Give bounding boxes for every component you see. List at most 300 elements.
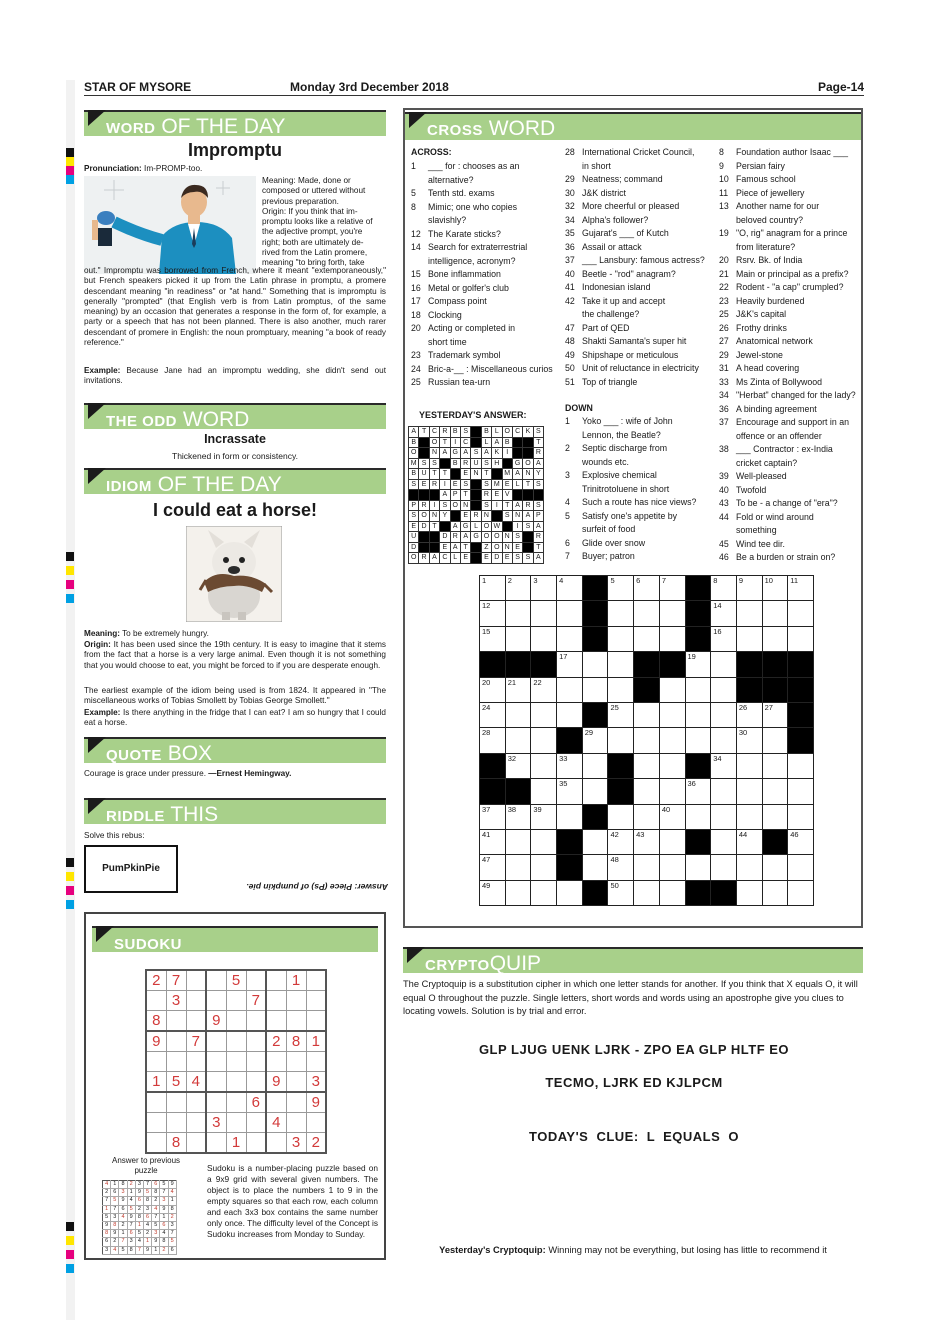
yesterday-cell [429, 542, 439, 553]
sudoku-cell[interactable] [146, 991, 166, 1011]
crossword-cell[interactable] [711, 728, 737, 753]
sudoku-cell[interactable] [146, 1052, 166, 1072]
prev-sudoku-cell: 4 [168, 1189, 176, 1197]
sudoku-cell[interactable] [186, 991, 206, 1011]
crossword-cell[interactable] [736, 779, 762, 804]
crossword-cell [736, 677, 762, 702]
crossword-cell[interactable] [582, 677, 608, 702]
sudoku-cell[interactable] [266, 1092, 286, 1113]
crossword-cell[interactable] [685, 677, 711, 702]
sudoku-cell[interactable] [166, 1113, 186, 1133]
sudoku-cell[interactable]: 9 [306, 1092, 326, 1113]
sudoku-cell[interactable]: 2 [306, 1133, 326, 1154]
crossword-cell[interactable] [736, 829, 762, 854]
crossword-cell[interactable] [505, 880, 531, 905]
crossword-cell[interactable] [531, 626, 557, 651]
yesterday-cell: G [512, 458, 522, 469]
sudoku-cell[interactable] [246, 1031, 266, 1052]
crossword-cell[interactable] [634, 728, 660, 753]
crossword-cell[interactable] [557, 626, 583, 651]
sudoku-cell[interactable] [306, 1113, 326, 1133]
sudoku-cell[interactable] [266, 991, 286, 1011]
crossword-cell[interactable] [659, 855, 685, 880]
prev-sudoku-cell: 2 [143, 1230, 151, 1238]
crossword-cell[interactable] [736, 880, 762, 905]
sudoku-cell[interactable]: 7 [166, 970, 186, 991]
crossword-cell[interactable] [711, 652, 737, 677]
sudoku-cell[interactable]: 1 [226, 1133, 246, 1154]
crossword-cell[interactable] [685, 804, 711, 829]
idiom-bar: IDIOM OF THE DAY [84, 468, 386, 494]
crossword-cell[interactable] [736, 804, 762, 829]
sudoku-cell[interactable] [306, 1011, 326, 1032]
crossword-cell[interactable] [531, 855, 557, 880]
crossword-cell[interactable] [608, 702, 634, 727]
crossword-cell[interactable] [634, 753, 660, 778]
crossword-cell[interactable] [557, 652, 583, 677]
crossword-cell[interactable] [711, 576, 737, 601]
clue: 44 Fold or wind around [719, 511, 814, 522]
prev-sudoku-cell: 4 [152, 1205, 160, 1213]
crossword-cell[interactable] [659, 601, 685, 626]
yesterday-cell [419, 490, 429, 501]
yesterday-cell: I [440, 479, 450, 490]
sudoku-cell[interactable]: 2 [146, 970, 166, 991]
crossword-cell[interactable] [788, 601, 814, 626]
cell-number: 11 [790, 576, 799, 585]
crossword-cell[interactable] [762, 601, 788, 626]
crossword-cell[interactable] [608, 601, 634, 626]
crossword-cell[interactable] [711, 702, 737, 727]
crossword-cell [582, 880, 608, 905]
crossword-cell[interactable] [634, 626, 660, 651]
crossword-cell[interactable] [762, 626, 788, 651]
crossword-cell[interactable] [480, 804, 506, 829]
crossword-cell[interactable] [711, 779, 737, 804]
clue: 2 Septic discharge from [565, 443, 668, 453]
yesterday-cell: A [523, 511, 533, 522]
crossword-cell[interactable] [762, 804, 788, 829]
crossword-cell[interactable] [711, 677, 737, 702]
sudoku-cell[interactable]: 9 [266, 1072, 286, 1093]
crossword-cell[interactable] [505, 702, 531, 727]
crossword-cell[interactable] [557, 677, 583, 702]
sudoku-cell[interactable] [166, 1092, 186, 1113]
prev-sudoku-cell: 1 [143, 1238, 151, 1246]
crossword-cell[interactable] [736, 702, 762, 727]
yesterday-cell: S [460, 427, 470, 438]
crossword-cell[interactable] [531, 576, 557, 601]
crossword-cell[interactable] [685, 652, 711, 677]
sudoku-cell[interactable] [246, 1113, 266, 1133]
crossword-cell[interactable] [762, 855, 788, 880]
clue: 29 Neatness; command [565, 174, 663, 184]
crossword-cell[interactable] [788, 829, 814, 854]
sudoku-cell[interactable] [206, 1052, 226, 1072]
crossword-cell[interactable] [788, 779, 814, 804]
crossword-cell[interactable] [531, 702, 557, 727]
down-clues-2 [719, 146, 856, 565]
sudoku-cell[interactable]: 3 [286, 1133, 306, 1154]
sudoku-cell[interactable] [186, 1011, 206, 1032]
crossword-cell[interactable] [659, 779, 685, 804]
crossword-cell[interactable] [480, 855, 506, 880]
crossword-cell[interactable] [788, 626, 814, 651]
crossword-cell[interactable] [582, 753, 608, 778]
crossword-cell[interactable] [762, 779, 788, 804]
crossword-cell[interactable] [531, 829, 557, 854]
crossword-cell [685, 601, 711, 626]
crossword-cell[interactable] [788, 855, 814, 880]
crossword-cell[interactable] [711, 829, 737, 854]
crossword-cell[interactable] [762, 702, 788, 727]
yesterday-cell: E [419, 479, 429, 490]
crossword-cell[interactable] [582, 829, 608, 854]
cryptoquip-line-2: TECMO, LJRK ED KJLPCM [545, 1075, 723, 1090]
prev-sudoku-cell: 7 [168, 1230, 176, 1238]
crossword-cell[interactable] [634, 880, 660, 905]
cell-number: 22 [533, 677, 542, 687]
sudoku-cell[interactable] [186, 1113, 206, 1133]
crossword-cell[interactable] [762, 753, 788, 778]
yesterday-cell: S [429, 458, 439, 469]
crossword-cell[interactable] [788, 753, 814, 778]
crossword-cell[interactable] [505, 576, 531, 601]
crossword-cell[interactable] [608, 804, 634, 829]
down-clues-1 [565, 415, 696, 564]
prev-sudoku-cell: 7 [160, 1189, 168, 1197]
sudoku-cell[interactable] [226, 1113, 246, 1133]
yesterday-cell: B [409, 469, 419, 480]
cell-number: 21 [507, 677, 517, 687]
sudoku-cell[interactable] [146, 1113, 166, 1133]
yesterday-cell [440, 458, 450, 469]
sudoku-cell[interactable] [246, 1072, 266, 1093]
crossword-cell[interactable] [480, 677, 506, 702]
crossword-cell[interactable] [711, 753, 737, 778]
sudoku-cell[interactable]: 6 [246, 1092, 266, 1113]
sudoku-cell[interactable]: 3 [306, 1072, 326, 1093]
crossword-cell[interactable] [480, 829, 506, 854]
crossword-cell[interactable] [762, 576, 788, 601]
clue: intelligence, acronym? [428, 255, 516, 266]
sudoku-cell[interactable] [306, 970, 326, 991]
crossword-cell[interactable] [659, 728, 685, 753]
sudoku-cell[interactable] [246, 1052, 266, 1072]
crossword-cell[interactable] [480, 576, 506, 601]
crossword-cell[interactable] [480, 702, 506, 727]
yesterday-cell: S [419, 458, 429, 469]
crossword-cell[interactable] [582, 779, 608, 804]
crossword-cell[interactable] [557, 753, 583, 778]
crossword-cell[interactable] [531, 753, 557, 778]
crossword-cell[interactable] [505, 804, 531, 829]
sudoku-cell[interactable] [226, 1011, 246, 1032]
crossword-cell[interactable] [531, 677, 557, 702]
crossword-cell[interactable] [557, 576, 583, 601]
cell-number: 15 [482, 626, 491, 636]
crossword-cell[interactable] [659, 677, 685, 702]
crossword-cell[interactable] [634, 779, 660, 804]
yesterday-cell: G [450, 448, 460, 459]
crossword-cell[interactable] [505, 753, 531, 778]
prev-sudoku-cell: 9 [111, 1230, 119, 1238]
sudoku-cell[interactable]: 2 [266, 1031, 286, 1052]
clue: 37 Encourage and support in an [719, 417, 849, 427]
crossword-cell[interactable] [505, 829, 531, 854]
crossword-cell[interactable] [736, 753, 762, 778]
crossword-cell[interactable] [531, 880, 557, 905]
word-meaning-column: Meaning: Made, done or composed or uttered without previous preparation. Origin: If you think that im- promptu looks like a relative of the adjective prompt, you're right; both are ultimately de- rived from the Latin promere, meaning "to bring forth, take [262, 176, 373, 268]
crossword-cell[interactable] [711, 804, 737, 829]
prev-sudoku-cell: 7 [143, 1181, 151, 1189]
clue: 8 Foundation author Isaac ___ [719, 147, 848, 157]
sudoku-cell[interactable]: 1 [286, 970, 306, 991]
crossword-cell[interactable] [480, 601, 506, 626]
sudoku-cell[interactable]: 7 [246, 991, 266, 1011]
crossword-cell[interactable] [557, 804, 583, 829]
crossword-cell[interactable] [736, 601, 762, 626]
crossword-cell[interactable] [711, 601, 737, 626]
sudoku-cell[interactable] [226, 1092, 246, 1113]
crossword-cell[interactable] [531, 728, 557, 753]
crossword-cell[interactable] [634, 804, 660, 829]
yesterday-cell: T [502, 500, 512, 511]
sudoku-cell[interactable] [206, 1072, 226, 1093]
sudoku-cell[interactable] [286, 1092, 306, 1113]
sudoku-cell[interactable] [226, 991, 246, 1011]
prev-sudoku-cell: 9 [160, 1205, 168, 1213]
sudoku-cell[interactable] [266, 1011, 286, 1032]
clue: 34 "Herbat" changed for the lady? [719, 390, 856, 400]
crossword-cell[interactable] [505, 677, 531, 702]
prev-sudoku-cell: 7 [119, 1238, 127, 1246]
sudoku-cell[interactable]: 4 [186, 1072, 206, 1093]
cell-number: 34 [713, 753, 722, 763]
sudoku-cell[interactable] [146, 1092, 166, 1113]
yesterday-cell [471, 542, 481, 553]
sudoku-cell[interactable] [266, 970, 286, 991]
crossword-cell[interactable] [557, 702, 583, 727]
crossword-cell[interactable] [659, 626, 685, 651]
sudoku-cell[interactable] [266, 1133, 286, 1154]
clue: 36 Assail or attack [565, 241, 642, 252]
sudoku-cell[interactable] [286, 991, 306, 1011]
crossword-cell[interactable] [736, 576, 762, 601]
sudoku-cell[interactable] [226, 1072, 246, 1093]
crossword-cell[interactable] [634, 855, 660, 880]
yesterday-cell: R [471, 511, 481, 522]
sudoku-cell[interactable]: 9 [206, 1011, 226, 1032]
sudoku-cell[interactable] [246, 970, 266, 991]
crossword-cell[interactable] [531, 779, 557, 804]
sudoku-cell[interactable] [286, 1052, 306, 1072]
cell-number: 29 [584, 728, 594, 738]
sudoku-cell[interactable] [246, 1011, 266, 1032]
sudoku-cell[interactable]: 8 [286, 1031, 306, 1052]
clue: 36 A binding agreement [719, 403, 817, 414]
crossword-cell [557, 855, 583, 880]
yesterday-cell: W [493, 522, 501, 530]
crossword-cell[interactable] [608, 829, 634, 854]
crossword-cell[interactable] [788, 576, 814, 601]
sudoku-cell[interactable] [226, 1031, 246, 1052]
sudoku-cell[interactable] [226, 1052, 246, 1072]
cell-number: 33 [559, 753, 568, 763]
prev-sudoku-cell: 6 [135, 1197, 143, 1205]
crossword-cell[interactable] [659, 829, 685, 854]
crossword-cell[interactable] [608, 677, 634, 702]
clue: 33 Ms Zinta of Bollywood [719, 376, 823, 387]
sudoku-cell[interactable]: 3 [206, 1113, 226, 1133]
sudoku-cell[interactable] [206, 970, 226, 991]
across-clues-2 [565, 146, 705, 389]
crossword-cell[interactable] [659, 880, 685, 905]
crossword-cell[interactable] [480, 626, 506, 651]
crossword-cell[interactable] [659, 753, 685, 778]
sudoku-cell[interactable]: 5 [226, 970, 246, 991]
crossword-cell[interactable] [711, 855, 737, 880]
crossword-cell[interactable] [531, 804, 557, 829]
clue: 23 Heavily burdened [719, 295, 805, 306]
sudoku-cell[interactable]: 3 [166, 991, 186, 1011]
crossword-cell[interactable] [685, 728, 711, 753]
sudoku-cell[interactable] [166, 1052, 186, 1072]
crossword-cell[interactable] [788, 804, 814, 829]
yesterday-cell: S [471, 448, 481, 459]
crossword-cell[interactable] [608, 576, 634, 601]
cell-number: 36 [687, 779, 696, 789]
yesterday-cell: S [533, 500, 543, 511]
crossword-cell[interactable] [634, 576, 660, 601]
crossword-cell[interactable] [582, 855, 608, 880]
cell-number: 20 [482, 677, 491, 687]
sudoku-cell[interactable] [186, 1092, 206, 1113]
prev-sudoku-cell: 6 [168, 1246, 176, 1254]
sudoku-cell[interactable] [166, 1031, 186, 1052]
crossword-cell[interactable] [634, 601, 660, 626]
yesterday-cell: R [419, 553, 429, 564]
sudoku-cell[interactable] [206, 1092, 226, 1113]
crossword-cell[interactable] [685, 702, 711, 727]
crossword-cell[interactable] [505, 601, 531, 626]
crossword-cell[interactable] [480, 728, 506, 753]
crossword-cell[interactable] [736, 855, 762, 880]
crossword-cell[interactable] [557, 601, 583, 626]
crossword-cell [685, 829, 711, 854]
sudoku-cell[interactable] [146, 1133, 166, 1154]
crossword-cell[interactable] [505, 626, 531, 651]
yesterday-cell: A [533, 521, 543, 532]
crossword-cell[interactable] [608, 855, 634, 880]
crossword-cell[interactable] [582, 652, 608, 677]
sudoku-cell[interactable] [306, 1052, 326, 1072]
crossword-cell[interactable] [659, 702, 685, 727]
crossword-cell[interactable] [762, 728, 788, 753]
sudoku-cell[interactable] [266, 1052, 286, 1072]
sudoku-cell[interactable] [206, 1031, 226, 1052]
crossword-cell[interactable] [480, 880, 506, 905]
crossword-cell[interactable] [736, 626, 762, 651]
sudoku-cell[interactable]: 1 [146, 1072, 166, 1093]
sudoku-cell[interactable] [246, 1133, 266, 1154]
sudoku-cell[interactable] [286, 1011, 306, 1032]
sudoku-cell[interactable] [166, 1011, 186, 1032]
clue: 9 Persian fairy [719, 160, 785, 171]
yesterday-cell: L [450, 553, 460, 564]
crossword-cell [505, 652, 531, 677]
crossword-cell[interactable] [505, 728, 531, 753]
prev-sudoku-cell: 1 [135, 1221, 143, 1229]
crossword-cell[interactable] [608, 626, 634, 651]
crossword-cell[interactable] [762, 880, 788, 905]
clue: 5 Tenth std. exams [411, 188, 495, 198]
crossword-cell[interactable] [711, 626, 737, 651]
yesterday-cell: A [512, 500, 522, 511]
prev-sudoku-cell: 7 [127, 1221, 135, 1229]
sudoku-cell[interactable]: 4 [266, 1113, 286, 1133]
cryptoquip-intro: The Cryptoquip is a substitution cipher in which one letter stands for another. If you think that X equals O, it will equal O throughout the puzzle. Single letters, short words and words using an apostrophe give you clues to locating vowels. Solution is by trial and error. [403, 979, 858, 1016]
crossword-cell[interactable] [608, 652, 634, 677]
yesterday-cell: D [492, 553, 502, 564]
crossword-cell[interactable] [634, 702, 660, 727]
sudoku-cell[interactable] [286, 1072, 306, 1093]
crossword-cell[interactable] [557, 880, 583, 905]
cell-number: 14 [713, 601, 722, 611]
yesterday-cell: N [502, 542, 512, 553]
crossword-cell[interactable] [685, 855, 711, 880]
crossword-cell[interactable] [685, 779, 711, 804]
crossword-cell[interactable] [634, 829, 660, 854]
crossword-cell[interactable] [736, 728, 762, 753]
sudoku-cell[interactable] [206, 1133, 226, 1154]
prev-sudoku-cell: 9 [103, 1221, 111, 1229]
crossword-cell[interactable] [582, 728, 608, 753]
sudoku-cell[interactable] [306, 991, 326, 1011]
sudoku-cell[interactable]: 8 [166, 1133, 186, 1154]
crossword-cell[interactable] [608, 880, 634, 905]
sudoku-cell[interactable] [186, 1133, 206, 1154]
sudoku-cell[interactable] [286, 1113, 306, 1133]
clue: 34 Alpha's follower? [565, 214, 649, 225]
crossword-cell[interactable] [608, 728, 634, 753]
sudoku-cell[interactable]: 5 [166, 1072, 186, 1093]
sudoku-cell[interactable]: 9 [146, 1031, 166, 1052]
crossword-cell[interactable] [659, 804, 685, 829]
crossword-cell[interactable] [788, 880, 814, 905]
word-origin: out." Impromptu was borrowed from French, where it meant "extemporaneously," but French speakers picked it up from the Latin phrase in promptu, a promere descendant meaning "in readiness" or "at hand." Something that is impromptu is generally "prompted" (that English verb is from Latin promptus, of the same meaning) by an occasion that generates a response in the form of, for example, a party or a speech that has not been planned. There is also another, much rarer descendant of promere in English: the noun promptuary, meaning "a book of ready reference." [84, 266, 386, 348]
crossword-cell[interactable] [531, 601, 557, 626]
crossword-cell[interactable] [505, 855, 531, 880]
crossword-cell[interactable] [557, 779, 583, 804]
yesterday-cell: R [429, 479, 439, 490]
yesterday-cell: S [512, 553, 522, 564]
crossword-cell [480, 753, 506, 778]
sudoku-cell[interactable] [186, 1052, 206, 1072]
sudoku-cell[interactable]: 8 [146, 1011, 166, 1032]
prev-sudoku-cell: 1 [119, 1230, 127, 1238]
sudoku-cell[interactable]: 1 [306, 1031, 326, 1052]
yesterday-cell: O [450, 500, 460, 511]
prev-sudoku-cell: 3 [135, 1181, 143, 1189]
speaker-illustration [84, 176, 256, 274]
sudoku-cell[interactable]: 7 [186, 1031, 206, 1052]
crossword-cell[interactable] [659, 576, 685, 601]
sudoku-cell[interactable] [206, 991, 226, 1011]
yesterday-cell: E [502, 553, 512, 564]
yesterday-cell: Y [533, 469, 543, 480]
sudoku-cell[interactable] [186, 970, 206, 991]
